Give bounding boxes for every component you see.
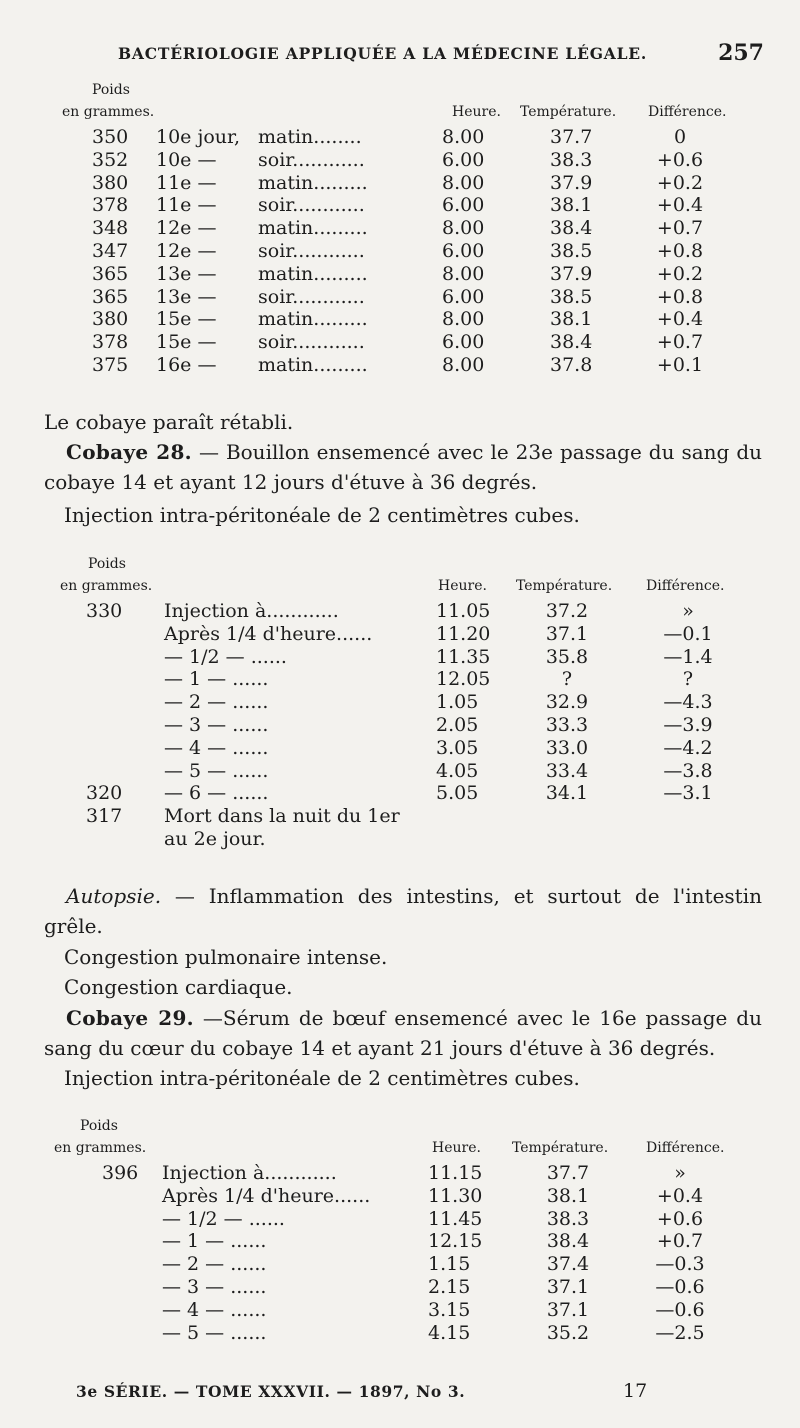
cell-difference: » [674, 1162, 686, 1184]
cell-jour: 12e — [156, 217, 217, 240]
cell-heure: 1.15 [428, 1253, 471, 1276]
cell-difference: —2.5 [655, 1321, 705, 1344]
cell-temperature: 33.0 [545, 736, 589, 759]
table-row [0, 331, 800, 354]
cobaye-28-description [44, 437, 762, 497]
table-row [0, 126, 800, 149]
cell-heure: 11.20 [436, 622, 491, 645]
cell-difference: +0.1 [656, 353, 704, 376]
cell-label: — 2 — ...... [162, 1253, 267, 1276]
cell-jour: 15e — [156, 331, 217, 354]
cell-label: — 3 — ...... [162, 1275, 267, 1298]
table-row [0, 149, 800, 172]
cell-jour: 11e — [156, 171, 217, 194]
cell-moment: soir............ [258, 194, 365, 217]
cell-moment: matin........ [258, 126, 362, 148]
autopsie-paragraph [44, 881, 762, 941]
table-row [0, 1230, 800, 1253]
cell-heure: 6.00 [442, 239, 485, 262]
cell-temperature: 37.9 [550, 171, 593, 194]
header-difference: Différence. [646, 578, 725, 594]
cell-poids: 330 [86, 600, 123, 622]
cell-label: Injection à............ [162, 1162, 337, 1184]
cell-heure: 11.45 [428, 1207, 483, 1230]
header-heure: Heure. [438, 578, 487, 594]
running-head: BACTÉRIOLOGIE APPLIQUÉE A LA MÉDECINE LÉGALE. [118, 44, 648, 63]
cell-temperature: 35.8 [545, 645, 589, 668]
cell-temperature: 38.1 [546, 1184, 590, 1207]
cell-temperature: 37.4 [546, 1253, 590, 1276]
cell-poids: 347 [92, 239, 129, 262]
cell-heure: 6.00 [442, 194, 485, 217]
table-row [0, 1208, 800, 1231]
cell-heure: 8.00 [442, 262, 485, 285]
cell-label: au 2e jour. [164, 827, 266, 850]
cell-poids: 365 [92, 262, 129, 285]
cell-temperature: 37.7 [550, 126, 593, 148]
cell-poids: 350 [92, 126, 129, 148]
page-number: 257 [718, 40, 764, 66]
table-row [0, 354, 800, 377]
table-row [0, 286, 800, 309]
table-row [0, 308, 800, 331]
cobaye-29-description [44, 1003, 762, 1063]
cell-heure: 12.05 [436, 668, 491, 691]
cell-difference: —3.1 [663, 782, 713, 805]
cell-heure: 11.15 [428, 1162, 483, 1184]
cell-difference: » [682, 600, 694, 622]
cell-difference: 0 [673, 126, 687, 148]
table-body [0, 600, 800, 851]
cell-difference: +0.8 [656, 285, 704, 308]
cell-difference: +0.4 [656, 308, 704, 331]
cell-heure: 8.00 [442, 353, 485, 376]
cell-difference: —4.2 [663, 736, 713, 759]
cobaye-28-text: — Bouillon ensemencé avec le 23e passage du sang du cobaye 14 et ayant 12 jours d'étuve à 36 degrés. [44, 440, 763, 494]
cell-heure: 3.05 [436, 736, 479, 759]
cell-heure: 6.00 [442, 331, 485, 354]
cell-difference: +0.7 [656, 1230, 704, 1253]
footer-signature: 17 [623, 1380, 648, 1402]
temperature-table-2 [0, 556, 800, 851]
cell-label: — 3 — ...... [164, 713, 269, 736]
cell-label: Après 1/4 d'heure...... [162, 1184, 371, 1207]
header-poids: Poids [80, 1118, 118, 1134]
table-row [0, 737, 800, 760]
table-row [0, 691, 800, 714]
cell-difference: —0.3 [655, 1253, 705, 1276]
header-poids-unit: en grammes. [60, 578, 153, 594]
cell-moment: matin......... [258, 262, 368, 285]
cell-temperature: 37.1 [546, 1275, 590, 1298]
table-row [0, 760, 800, 783]
table-row [0, 828, 800, 851]
congestion-cardiaque: Congestion cardiaque. [64, 975, 293, 999]
cell-poids: 320 [86, 782, 123, 805]
cell-label: — 1 — ...... [162, 1230, 267, 1253]
table-row [0, 714, 800, 737]
cell-jour: 13e — [156, 262, 217, 285]
temperature-table-1 [0, 82, 800, 377]
cell-label: — 2 — ...... [164, 691, 269, 714]
cell-temperature: 35.2 [546, 1321, 590, 1344]
cell-temperature: 34.1 [545, 782, 589, 805]
table-row [0, 623, 800, 646]
cell-difference: +0.8 [656, 239, 704, 262]
table-row [0, 1162, 800, 1185]
cell-moment: soir............ [258, 239, 365, 262]
table-header [0, 1118, 800, 1162]
table-row [0, 1185, 800, 1208]
autopsie-text: — Inflammation des intestins, et surtout de l'intestin grêle. [44, 884, 762, 938]
cell-moment: matin......... [258, 353, 368, 376]
cell-jour: 11e — [156, 194, 217, 217]
cell-temperature: 37.9 [550, 262, 593, 285]
cell-temperature: 38.5 [550, 239, 593, 262]
cell-heure: 8.00 [442, 126, 485, 148]
cell-heure: 11.35 [436, 645, 491, 668]
table-body [0, 126, 800, 377]
cell-difference: —0.1 [663, 622, 713, 645]
cell-difference: —0.6 [655, 1298, 705, 1321]
cell-poids: 348 [92, 217, 129, 240]
cell-poids: 375 [92, 353, 129, 376]
cell-difference: +0.4 [656, 1184, 704, 1207]
cell-jour: 15e — [156, 308, 217, 331]
table-row [0, 172, 800, 195]
header-poids: Poids [88, 556, 126, 572]
cell-heure: 4.05 [436, 759, 479, 782]
cell-moment: soir............ [258, 148, 365, 171]
cell-heure: 5.05 [436, 782, 479, 805]
cell-label: — 6 — ...... [164, 782, 269, 805]
cell-label: — 5 — ...... [164, 759, 269, 782]
cell-poids: 317 [86, 805, 123, 828]
cell-heure: 2.05 [436, 713, 479, 736]
cell-temperature: 38.1 [550, 308, 593, 331]
cell-jour: 13e — [156, 285, 217, 308]
table-row [0, 240, 800, 263]
cell-heure: 4.15 [428, 1321, 471, 1344]
header-poids: Poids [92, 82, 130, 98]
cell-temperature: 38.3 [546, 1207, 590, 1230]
header-temperature: Température. [516, 578, 613, 594]
cell-heure: 1.05 [436, 691, 479, 714]
cell-label: — 4 — ...... [162, 1298, 267, 1321]
cell-heure: 3.15 [428, 1298, 471, 1321]
cell-label: — 5 — ...... [162, 1321, 267, 1344]
cell-temperature: 38.4 [550, 217, 593, 240]
table-header [0, 556, 800, 600]
cell-temperature: 32.9 [545, 691, 589, 714]
header-difference: Différence. [646, 1140, 725, 1156]
table-row [0, 1276, 800, 1299]
table-row [0, 805, 800, 828]
cell-poids: 365 [92, 285, 129, 308]
table-row [0, 668, 800, 691]
cell-temperature: 38.5 [550, 285, 593, 308]
cell-temperature: 38.4 [546, 1230, 590, 1253]
cell-difference: +0.6 [656, 1207, 704, 1230]
cell-moment: soir............ [258, 331, 365, 354]
cell-difference: +0.2 [656, 171, 704, 194]
cell-heure: 8.00 [442, 308, 485, 331]
cell-temperature: 33.3 [545, 713, 589, 736]
cell-jour: 10e — [156, 148, 217, 171]
cell-poids: 378 [92, 194, 129, 217]
cell-temperature: 38.1 [550, 194, 593, 217]
cobaye-28-label: Cobaye 28. [66, 440, 192, 464]
temperature-table-3 [0, 1118, 800, 1344]
cell-heure: 12.15 [428, 1230, 483, 1253]
cell-moment: matin......... [258, 308, 368, 331]
cell-moment: soir............ [258, 285, 365, 308]
cell-difference: —3.9 [663, 713, 713, 736]
cell-difference: +0.2 [656, 262, 704, 285]
cell-label: — 1/2 — ...... [164, 645, 287, 668]
cell-temperature: ? [561, 668, 573, 691]
cell-temperature: 37.1 [546, 1298, 590, 1321]
cell-jour: 12e — [156, 239, 217, 262]
header-heure: Heure. [432, 1140, 481, 1156]
cell-jour: 10e jour, [156, 126, 241, 148]
recovery-note: Le cobaye paraît rétabli. [44, 410, 294, 434]
table-row [0, 1253, 800, 1276]
cell-temperature: 33.4 [545, 759, 589, 782]
cell-temperature: 38.4 [550, 331, 593, 354]
header-poids-unit: en grammes. [62, 104, 155, 120]
cell-label: — 1 — ...... [164, 668, 269, 691]
table-row [0, 600, 800, 623]
cell-temperature: 37.8 [550, 353, 593, 376]
cell-difference: —3.8 [663, 759, 713, 782]
cell-jour: 16e — [156, 353, 217, 376]
cell-poids: 380 [92, 308, 129, 331]
congestion-pulmonaire: Congestion pulmonaire intense. [64, 945, 388, 969]
table-row [0, 263, 800, 286]
cell-temperature: 37.1 [545, 622, 589, 645]
cell-label: Mort dans la nuit du 1er [164, 805, 400, 828]
cell-label: — 1/2 — ...... [162, 1207, 285, 1230]
cell-heure: 6.00 [442, 285, 485, 308]
cell-temperature: 37.7 [546, 1162, 590, 1184]
cell-difference: +0.7 [656, 217, 704, 240]
cell-heure: 11.05 [436, 600, 491, 622]
cell-difference: +0.6 [656, 148, 704, 171]
cell-difference: +0.7 [656, 331, 704, 354]
table-row [0, 217, 800, 240]
table-header [0, 82, 800, 126]
cell-moment: matin......... [258, 171, 368, 194]
cobaye-28-injection: Injection intra-péritonéale de 2 centimètres cubes. [64, 503, 580, 527]
autopsie-label: Autopsie. [66, 884, 162, 908]
cell-temperature: 38.3 [550, 148, 593, 171]
header-poids-unit: en grammes. [54, 1140, 147, 1156]
cell-difference: —0.6 [655, 1275, 705, 1298]
table-row [0, 646, 800, 669]
cobaye-29-label: Cobaye 29. [66, 1006, 194, 1030]
footer-series: 3e SÉRIE. — TOME XXXVII. — 1897, No 3. [76, 1382, 466, 1401]
cell-poids: 380 [92, 171, 129, 194]
table-row [0, 1322, 800, 1345]
cell-heure: 2.15 [428, 1275, 471, 1298]
table-row [0, 782, 800, 805]
cell-label: Injection à............ [164, 600, 339, 622]
cell-difference: ? [682, 668, 694, 691]
cell-heure: 8.00 [442, 217, 485, 240]
cell-poids: 378 [92, 331, 129, 354]
cell-heure: 11.30 [428, 1184, 483, 1207]
cell-poids: 352 [92, 148, 129, 171]
cobaye-29-text: —Sérum de bœuf ensemencé avec le 16e passage du sang du cœur du cobaye 14 et ayant 21 jours d'étuve à 36 degrés. [44, 1006, 762, 1060]
header-temperature: Température. [520, 104, 617, 120]
header-heure: Heure. [452, 104, 501, 120]
cell-difference: —4.3 [663, 691, 713, 714]
cell-poids: 396 [102, 1162, 139, 1184]
cell-temperature: 37.2 [545, 600, 589, 622]
table-row [0, 1299, 800, 1322]
cell-moment: matin......... [258, 217, 368, 240]
table-row [0, 194, 800, 217]
cobaye-29-injection: Injection intra-péritonéale de 2 centimètres cubes. [64, 1066, 580, 1090]
cell-heure: 8.00 [442, 171, 485, 194]
header-temperature: Température. [512, 1140, 609, 1156]
cell-label: Après 1/4 d'heure...... [164, 622, 373, 645]
cell-heure: 6.00 [442, 148, 485, 171]
table-body [0, 1162, 800, 1344]
cell-difference: —1.4 [663, 645, 713, 668]
cell-difference: +0.4 [656, 194, 704, 217]
header-difference: Différence. [648, 104, 727, 120]
cell-label: — 4 — ...... [164, 736, 269, 759]
